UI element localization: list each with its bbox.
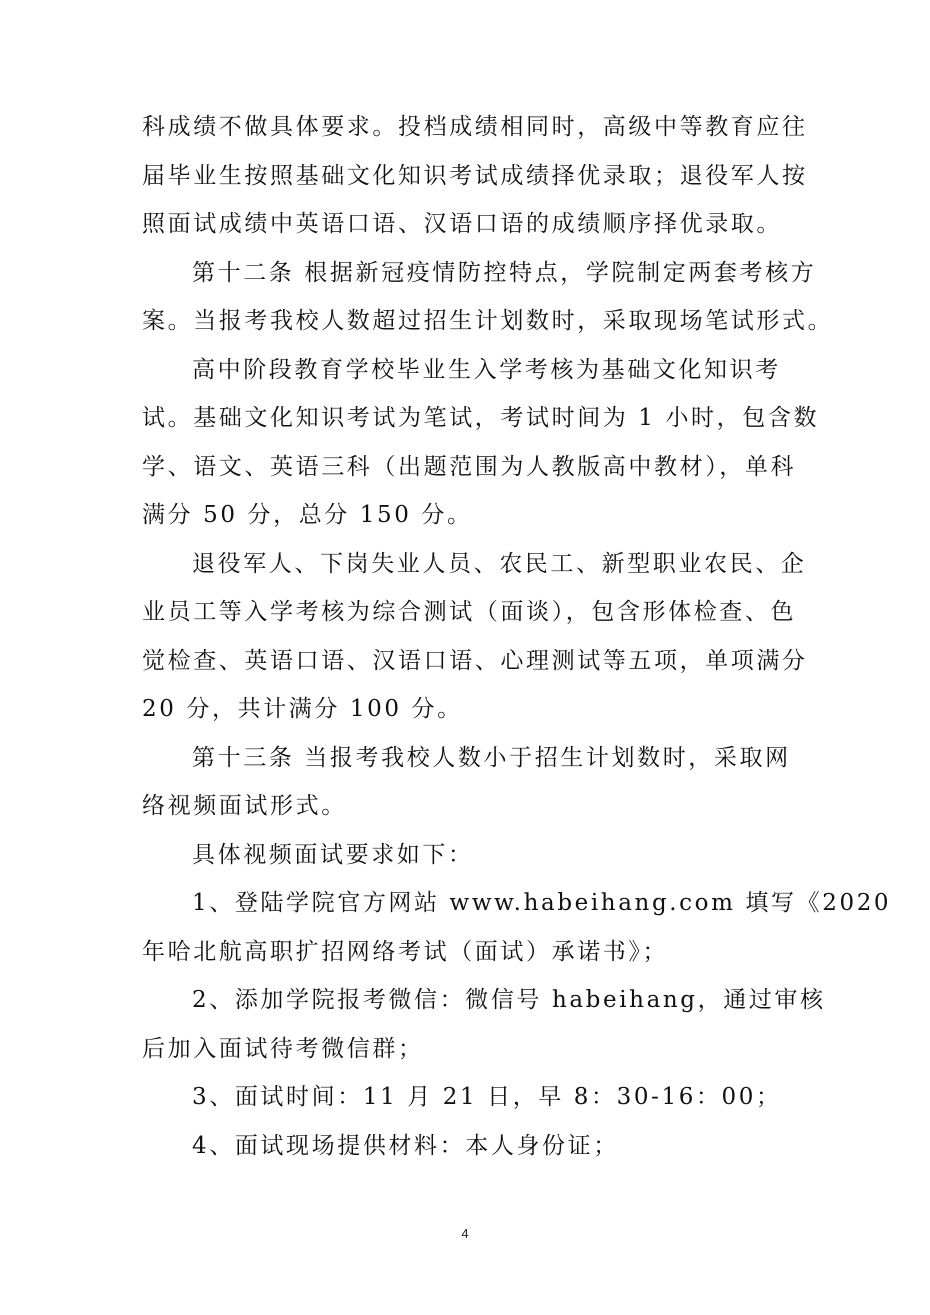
text-line: 4、面试现场提供材料：本人身份证； (192, 1132, 619, 1159)
text-line: 第十三条 当报考我校人数小于招生计划数时，采取网 (192, 744, 791, 771)
text-line: 科成绩不做具体要求。投档成绩相同时，高级中等教育应往 (142, 114, 808, 140)
text-line: 退役军人、下岗失业人员、农民工、新型职业农民、企 (192, 550, 807, 577)
text-line: 届毕业生按照基础文化知识考试成绩择优录取；退役军人按 (142, 162, 808, 189)
text-line: 3、面试时间：11 月 21 日，早 8：30-16：00； (192, 1084, 782, 1110)
text-line: 第十二条 根据新冠疫情防控特点，学院制定两套考核方 (192, 259, 817, 286)
text-line: 1、登陆学院官方网站 www.habeihang.com 填写《2020 (192, 890, 892, 916)
text-line: 照面试成绩中英语口语、汉语口语的成绩顺序择优录取。 (142, 211, 782, 237)
text-line: 试。基础文化知识考试为笔试，考试时间为 1 小时，包含数 (142, 405, 820, 431)
text-line: 业员工等入学考核为综合测试（面谈），包含形体检查、色 (142, 599, 797, 625)
text-line: 觉检查、英语口语、汉语口语、心理测试等五项，单项满分 (142, 647, 808, 674)
document-body (142, 103, 892, 1170)
text-line: 具体视频面试要求如下： (192, 841, 474, 868)
text-line: 学、语文、英语三科（出题范围为人教版高中教材），单科 (142, 453, 797, 480)
page-number: 4 (461, 1226, 469, 1241)
text-line: 2、添加学院报考微信：微信号 habeihang，通过审核 (192, 987, 826, 1013)
text-line: 20 分，共计满分 100 分。 (142, 696, 463, 722)
text-line: 后加入面试待考微信群； (142, 1035, 424, 1062)
text-line: 满分 50 分，总分 150 分。 (142, 502, 473, 528)
text-line: 高中阶段教育学校毕业生入学考核为基础文化知识考 (192, 356, 781, 383)
text-line: 案。当报考我校人数超过招生计划数时，采取现场笔试形式。 (142, 308, 834, 334)
text-line: 年哈北航高职扩招网络考试（面试）承诺书》； (142, 938, 669, 965)
text-line: 络视频面试形式。 (142, 793, 347, 819)
